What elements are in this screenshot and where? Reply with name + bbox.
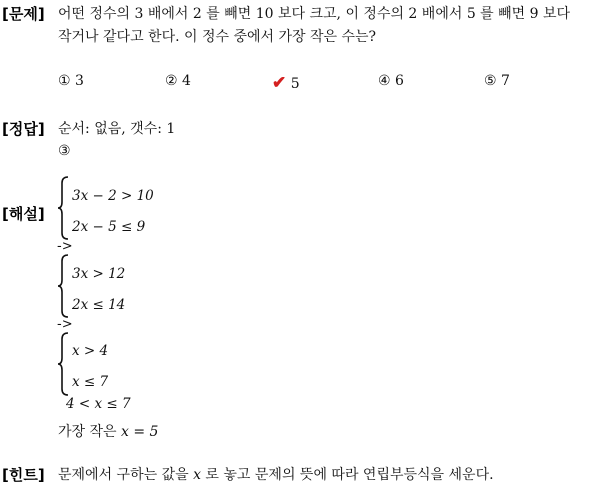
system1-ineq1: 3x − 2 > 10 [72, 188, 154, 204]
problem-text-line2: 작거나 같다고 한다. 이 정수 중에서 가장 작은 수는? [58, 29, 377, 45]
check-mark-icon: ✔ [272, 73, 287, 93]
choice-4[interactable]: ④ 6 [378, 73, 404, 89]
system3-ineq2: x ≤ 7 [72, 374, 109, 390]
hint-tag: [힌트] [2, 466, 45, 484]
conclusion-prefix: 가장 작은 [58, 424, 121, 440]
arrow-2: -> [57, 317, 73, 332]
solution-range: 4 < x ≤ 7 [66, 396, 131, 412]
hint-text-after: 로 놓고 문제의 뜻에 따라 연립부등식을 세운다. [200, 467, 494, 483]
system3-ineq1: x > 4 [72, 343, 109, 359]
hint-text [58, 464, 494, 484]
conclusion [58, 421, 158, 441]
hint-text-before: 문제에서 구하는 값을 [58, 467, 194, 483]
left-brace-1 [57, 176, 69, 240]
arrow-1: -> [57, 239, 73, 254]
left-brace-2 [57, 254, 69, 318]
problem-tag: [문제] [2, 5, 45, 23]
answer-tag: [정답] [2, 120, 45, 138]
system2-ineq1: 3x > 12 [72, 266, 126, 282]
hint-variable: x [193, 467, 201, 483]
left-brace-3 [57, 332, 69, 396]
answer-order-count: 순서: 없음, 갯수: 1 [58, 121, 176, 137]
choice-5[interactable]: ⑤ 7 [484, 73, 510, 89]
choice-3-label: 5 [290, 76, 300, 92]
conclusion-math: x = 5 [121, 424, 159, 440]
answer-value: ③ [58, 143, 71, 159]
problem-text-line1: 어떤 정수의 3 배에서 2 를 빼면 10 보다 크고, 이 정수의 2 배에서 5 를 빼면 9 보다 [58, 6, 571, 22]
choice-3[interactable] [272, 73, 300, 93]
system1-ineq2: 2x − 5 ≤ 9 [72, 219, 146, 235]
choice-1[interactable]: ① 3 [58, 73, 84, 89]
system2-ineq2: 2x ≤ 14 [72, 297, 126, 313]
explanation-tag: [해설] [2, 205, 45, 223]
choice-2[interactable]: ② 4 [165, 73, 191, 89]
